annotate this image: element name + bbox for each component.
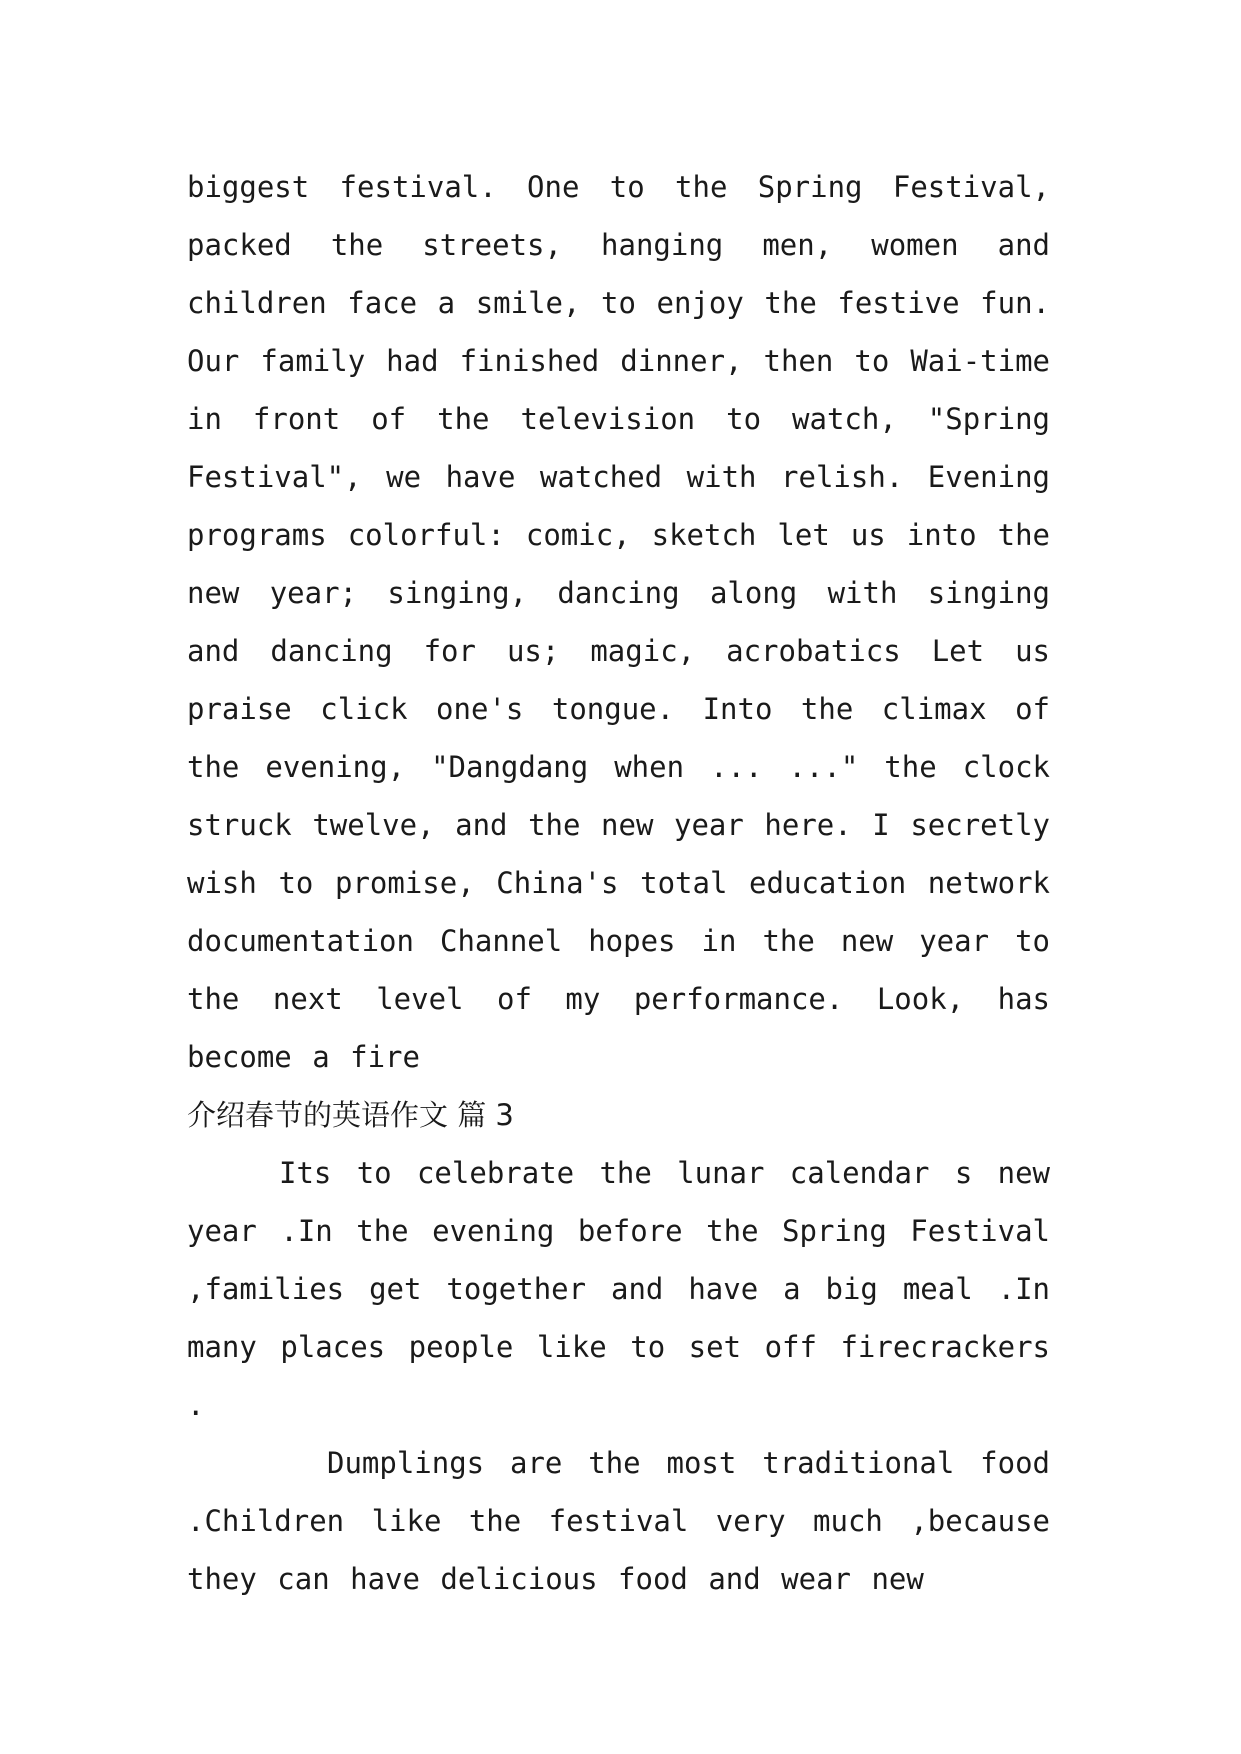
paragraph-essay-3-intro: Its to celebrate the lunar calendar s new year .In the evening before the Spring Festival ,families get together and have a big meal .In many places people like to set off firecrackers . [187,1156,1050,1422]
paragraph-essay-2-ending: biggest festival. One to the Spring Festival, packed the streets, hanging men, women and children face a smile, to enjoy the festive fun. Our family had finished dinner, then to Wai-time in front of the television to watch, "Spring Festival", we have watched with relish. Evening programs colorful: comic, sketch let us into the new year; singing, dancing along with singing and dancing for us; magic, acrobatics Let us praise click one's tongue. Into the climax of the evening, "Dangdang when ... ..." the clock struck twelve, and the new year here. I secretly wish to promise, China's total education network documentation Channel hopes in the new year to the next level of my performance. Look, has become a fire [187,170,1050,1074]
essay-3-heading: 介绍春节的英语作文 篇 3 [187,1098,514,1132]
document-body [187,158,1050,1608]
paragraph-essay-3-dumplings: Dumplings are the most traditional food .Children like the festival very much ,because they can have delicious food and wear new [187,1446,1050,1596]
